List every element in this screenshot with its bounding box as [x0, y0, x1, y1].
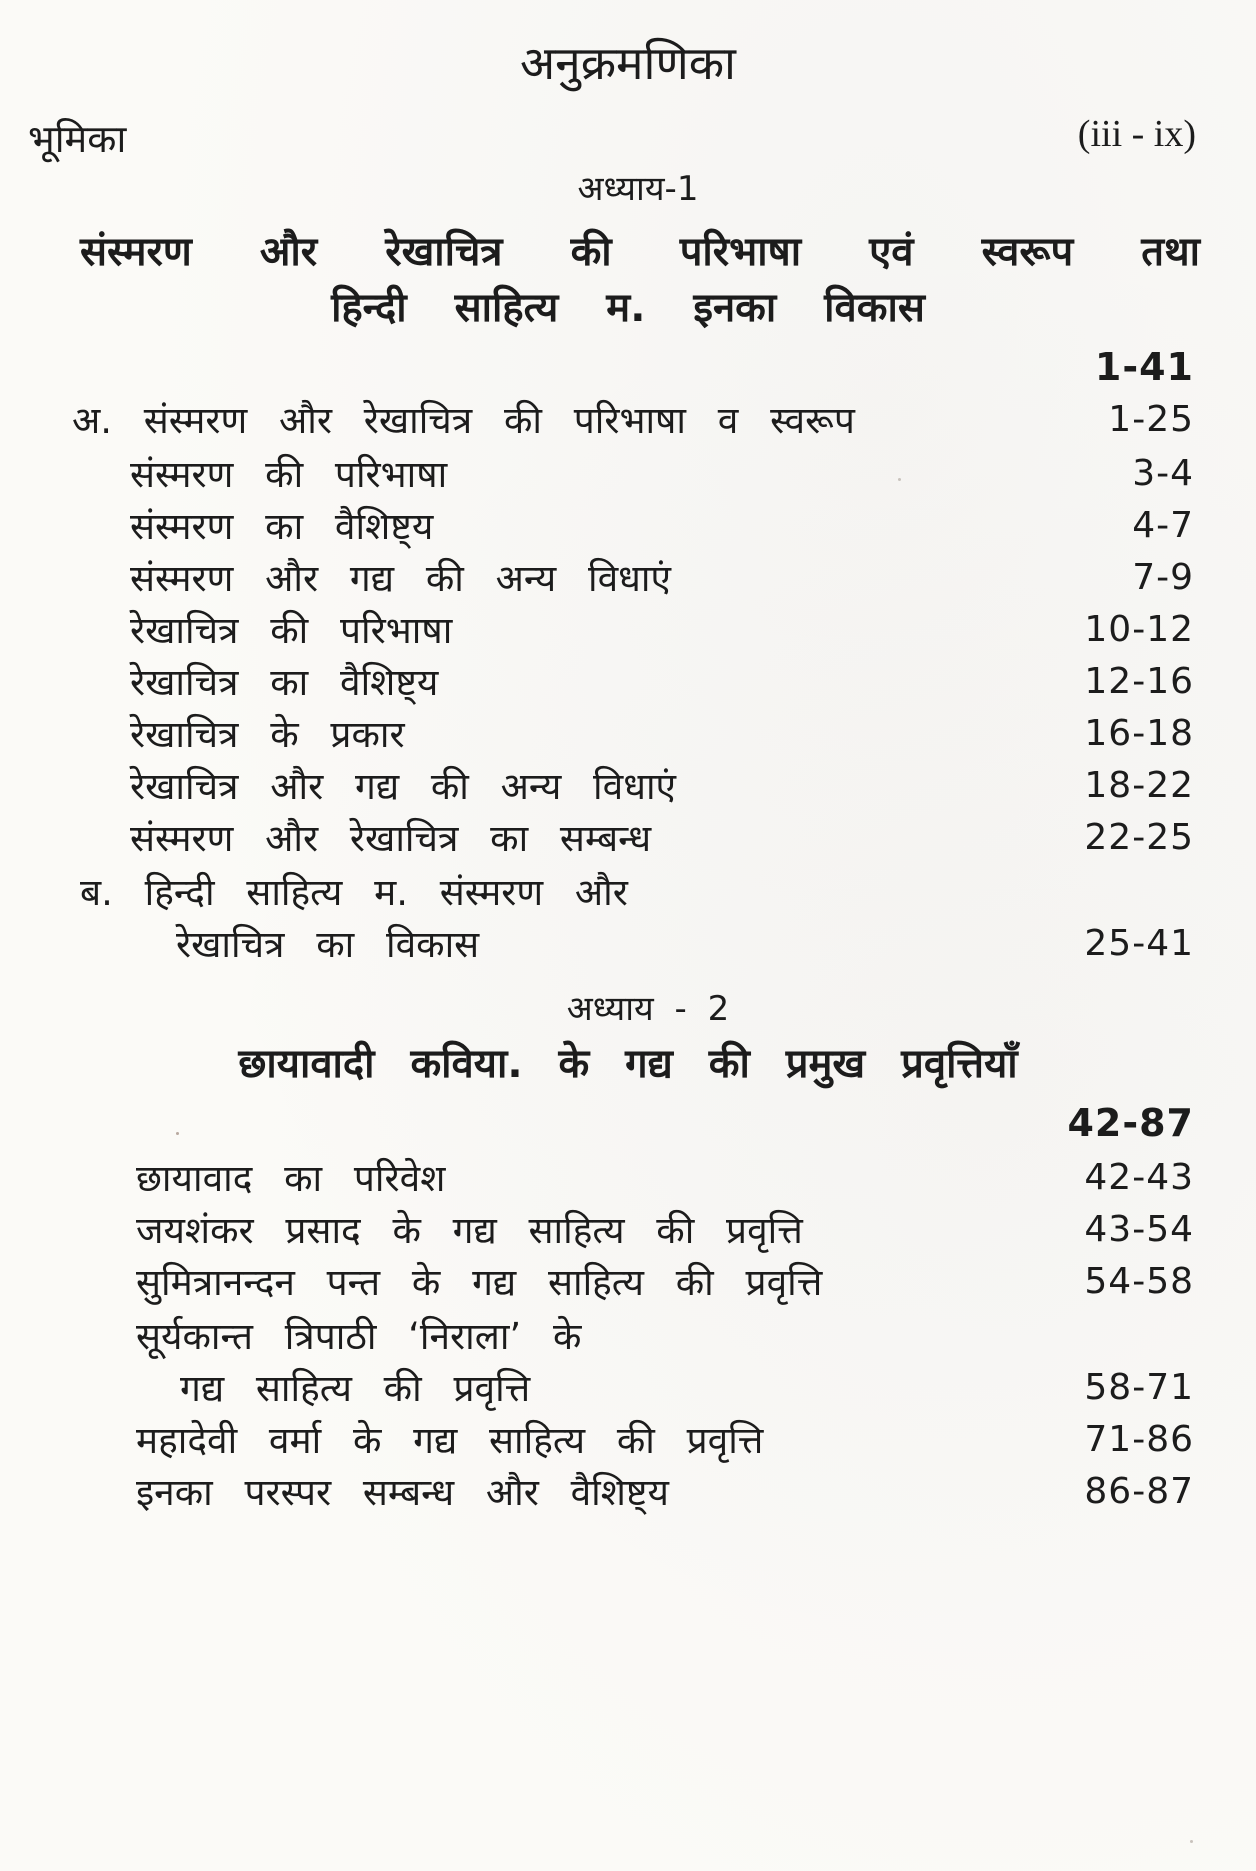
- toc-entry-pages: 12-16: [1084, 661, 1194, 702]
- toc-entry-pages: 54-58: [1084, 1261, 1194, 1302]
- chapter-2-range: 42-87: [1067, 1101, 1194, 1145]
- toc-entry-text: संस्मरण और गद्य की अन्य विधाएं: [130, 557, 671, 600]
- toc-entry-text: संस्मरण की परिभाषा: [130, 453, 448, 496]
- paper-speck: [898, 478, 901, 481]
- toc-entry-pages: 42-43: [1084, 1157, 1194, 1198]
- toc-entry-pages: 18-22: [1084, 765, 1194, 806]
- chapter-2-title: छायावादी कविया. के गद्य की प्रमुख प्रवृत्तियाँ: [238, 1041, 1018, 1087]
- paper-speck: [176, 1132, 179, 1135]
- toc-entry-pages: 25-41: [1084, 923, 1194, 964]
- toc-entry-text: जयशंकर प्रसाद के गद्य साहित्य की प्रवृत्ति: [136, 1209, 803, 1252]
- toc-entry-text: अ. संस्मरण और रेखाचित्र की परिभाषा व स्वरूप: [72, 399, 855, 442]
- toc-entry-text: रेखाचित्र और गद्य की अन्य विधाएं: [130, 765, 677, 808]
- toc-entry-pages: 43-54: [1084, 1209, 1194, 1250]
- toc-entry-pages: 7-9: [1132, 557, 1194, 598]
- toc-entry-text: सुमित्रानन्दन पन्त के गद्य साहित्य की प्रवृत्ति: [136, 1261, 823, 1304]
- toc-entry-pages: 71-86: [1084, 1419, 1194, 1460]
- toc-entry-text: इनका परस्पर सम्बन्ध और वैशिष्ट्य: [136, 1471, 669, 1514]
- chapter-2-label: अध्याय - 2: [566, 989, 730, 1029]
- toc-entry-text: छायावाद का परिवेश: [136, 1157, 446, 1200]
- toc-entry-text: महादेवी वर्मा के गद्य साहित्य की प्रवृत्ति: [136, 1419, 764, 1462]
- toc-entry-text: ब. हिन्दी साहित्य म. संस्मरण और: [80, 871, 628, 914]
- toc-entry-text: रेखाचित्र की परिभाषा: [130, 609, 453, 652]
- toc-entry-pages: 4-7: [1132, 505, 1194, 546]
- toc-entry-pages: 86-87: [1084, 1471, 1194, 1512]
- toc-entry-pages: 58-71: [1084, 1367, 1194, 1408]
- toc-entry-pages: 1-25: [1108, 399, 1194, 440]
- page-title: अनुक्रमणिका: [520, 36, 736, 90]
- toc-entry-text: गद्य साहित्य की प्रवृत्ति: [180, 1367, 531, 1410]
- bhumika-label: भूमिका: [28, 117, 127, 161]
- toc-entry-pages: 16-18: [1084, 713, 1194, 754]
- toc-entry-pages: 10-12: [1084, 609, 1194, 650]
- chapter-1-range: 1-41: [1094, 345, 1194, 389]
- bhumika-pages: (iii - ix): [1077, 113, 1196, 155]
- toc-entry-text: संस्मरण और रेखाचित्र का सम्बन्ध: [130, 817, 652, 860]
- toc-entry-text: रेखाचित्र का वैशिष्ट्य: [130, 661, 439, 704]
- paper-speck: [1190, 1840, 1193, 1843]
- toc-entry-text: संस्मरण का वैशिष्ट्य: [130, 505, 434, 548]
- toc-entry-text: सूर्यकान्त त्रिपाठी ‘निराला’ के: [136, 1315, 582, 1358]
- chapter-1-title-line2: हिन्दी साहित्य म. इनका विकास: [331, 285, 925, 331]
- chapter-1-label: अध्याय-1: [577, 169, 699, 209]
- toc-entry-text: रेखाचित्र का विकास: [176, 923, 480, 966]
- toc-entry-pages: 3-4: [1132, 453, 1194, 494]
- toc-entry-text: रेखाचित्र के प्रकार: [130, 713, 405, 756]
- toc-entry-pages: 22-25: [1084, 817, 1194, 858]
- chapter-1-title-line1: संस्मरण और रेखाचित्र की परिभाषा एवं स्वरूप तथा: [80, 229, 1200, 275]
